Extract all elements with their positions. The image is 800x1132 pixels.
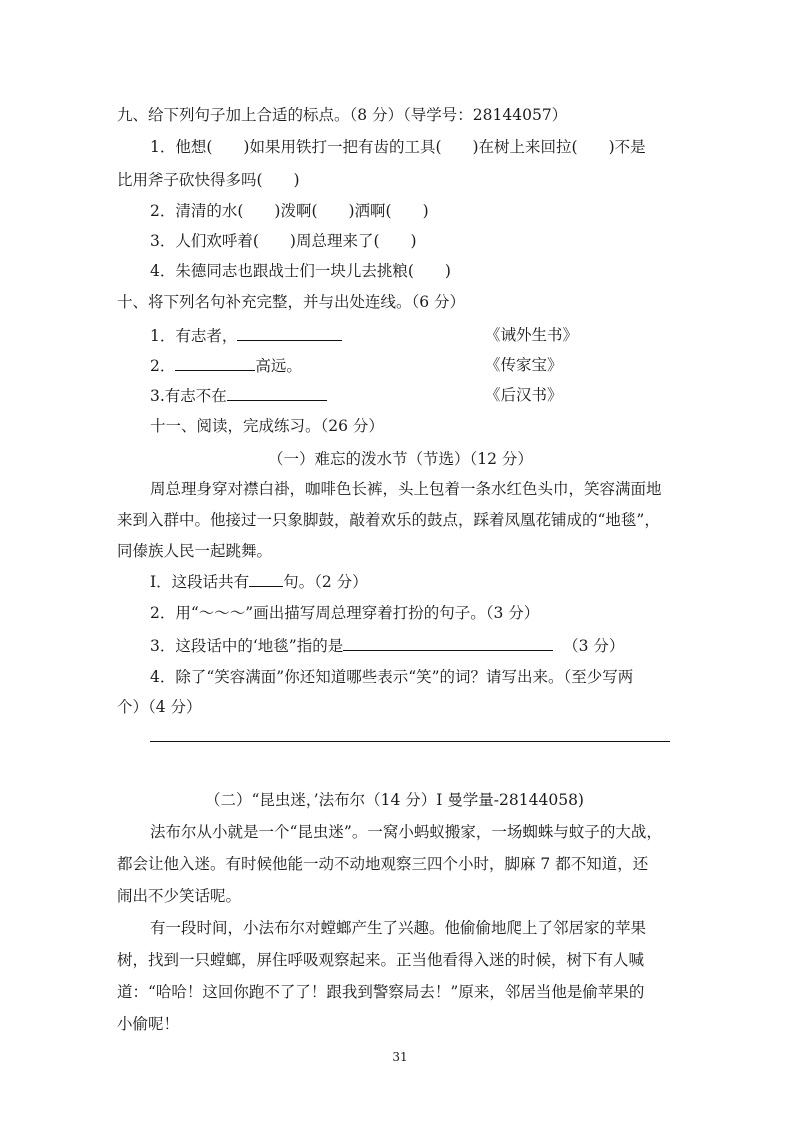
fill-blank[interactable] [175,355,255,371]
quote-text: 1．有志者， [150,327,238,345]
section-9-title: 九、给下列句子加上合适的标点。（8 分）（导学号：28144057） [117,106,568,124]
quote-source-1: 《诫外生书》 [485,326,579,344]
part-1-heading: （一）难忘的泼水节（节选）（12 分） [268,450,533,468]
section-11-title: 十一、阅读，完成练习。（26 分） [150,417,384,435]
fill-blank[interactable] [237,325,342,341]
fill-blank[interactable] [343,635,553,651]
passage-2-line: 有一段时间，小法布尔对螳螂产生了兴趣。他偷偷地爬上了邻居家的苹果 [150,919,647,937]
quote-text: 2． [150,357,176,375]
fill-blank[interactable] [249,571,283,587]
quote-item-2 [150,355,302,376]
part-2-heading: （二）“昆虫迷，’法布尔（14 分）I 曼学量-28144058) [205,791,584,809]
question-text: 3．这段话中的‘地毯”指的是 [150,637,344,655]
question-2: 2．用“～～～”画出描写周总理穿着打扮的句子。（3 分） [150,604,540,622]
quote-text: 3.有志不在 [150,387,227,405]
passage-2-line: 小偷呢！ [117,1015,180,1033]
quote-source-3: 《后汉书》 [485,386,563,404]
passage-1-line: 周总理身穿对襟白褂，咖啡色长裤，头上包着一条水红色头巾，笑容满面地 [150,480,662,498]
question-text: （3 分） [563,637,625,655]
section-9-item-3: 3．人们欢呼着( )周总理来了( ) [150,232,417,250]
question-1 [150,571,368,592]
quote-item-1 [150,325,342,346]
passage-2-line: 都会让他入迷。有时候他能一动不动地观察三四个小时，脚麻 7 都不知道，还 [117,855,649,873]
fill-blank[interactable] [227,385,327,401]
question-4-cont: 个）（4 分） [117,698,202,716]
quote-text: 高远。 [255,357,302,375]
passage-2-line: 闹出不少笑话呢。 [117,887,242,905]
section-10-title: 十、将下列名句补充完整，并与出处连线。（6 分） [117,293,466,311]
passage-2-line: 道：“哈哈！这回你跑不了了！跟我到警察局去！”原来，邻居当他是偷苹果的 [117,983,645,1001]
passage-2-line: 法布尔从小就是一个“昆虫迷”。一窝小蚂蚁搬家，一场蜘蛛与蚊子的大战， [150,823,662,841]
section-9-item-2: 2．清清的水( )泼啊( )洒啊( ) [150,202,429,220]
quote-item-3 [150,385,327,406]
passage-1-line: 来到入群中。他接过一只象脚鼓，敲着欢乐的鼓点，踩着凤凰花铺成的“地毯”， [117,511,660,529]
section-9-item-1: 1．他想( )如果用铁打一把有齿的工具( )在树上来回拉( )不是 [150,138,646,156]
answer-line[interactable] [150,741,670,742]
question-text: I．这段话共有 [150,573,250,591]
section-9-item-1-cont: 比用斧子砍快得多吗( ) [117,171,300,189]
question-3 [150,635,624,656]
question-text: 句。（2 分） [283,573,368,591]
page-number: 31 [392,1050,408,1064]
passage-2-line: 树，找到一只螳螂，屏住呼吸观察起来。正当他看得入迷的时候，树下有人喊 [117,951,645,969]
section-9-item-4: 4．朱德同志也跟战士们一块儿去挑粮( ) [150,262,451,280]
question-4: 4．除了“笑容满面”你还知道哪些表示“笑”的词？请写出来。（至少写两 [150,668,634,686]
passage-1-line: 同傣族人民一起跳舞。 [117,542,273,560]
quote-source-2: 《传家宝》 [485,356,563,374]
